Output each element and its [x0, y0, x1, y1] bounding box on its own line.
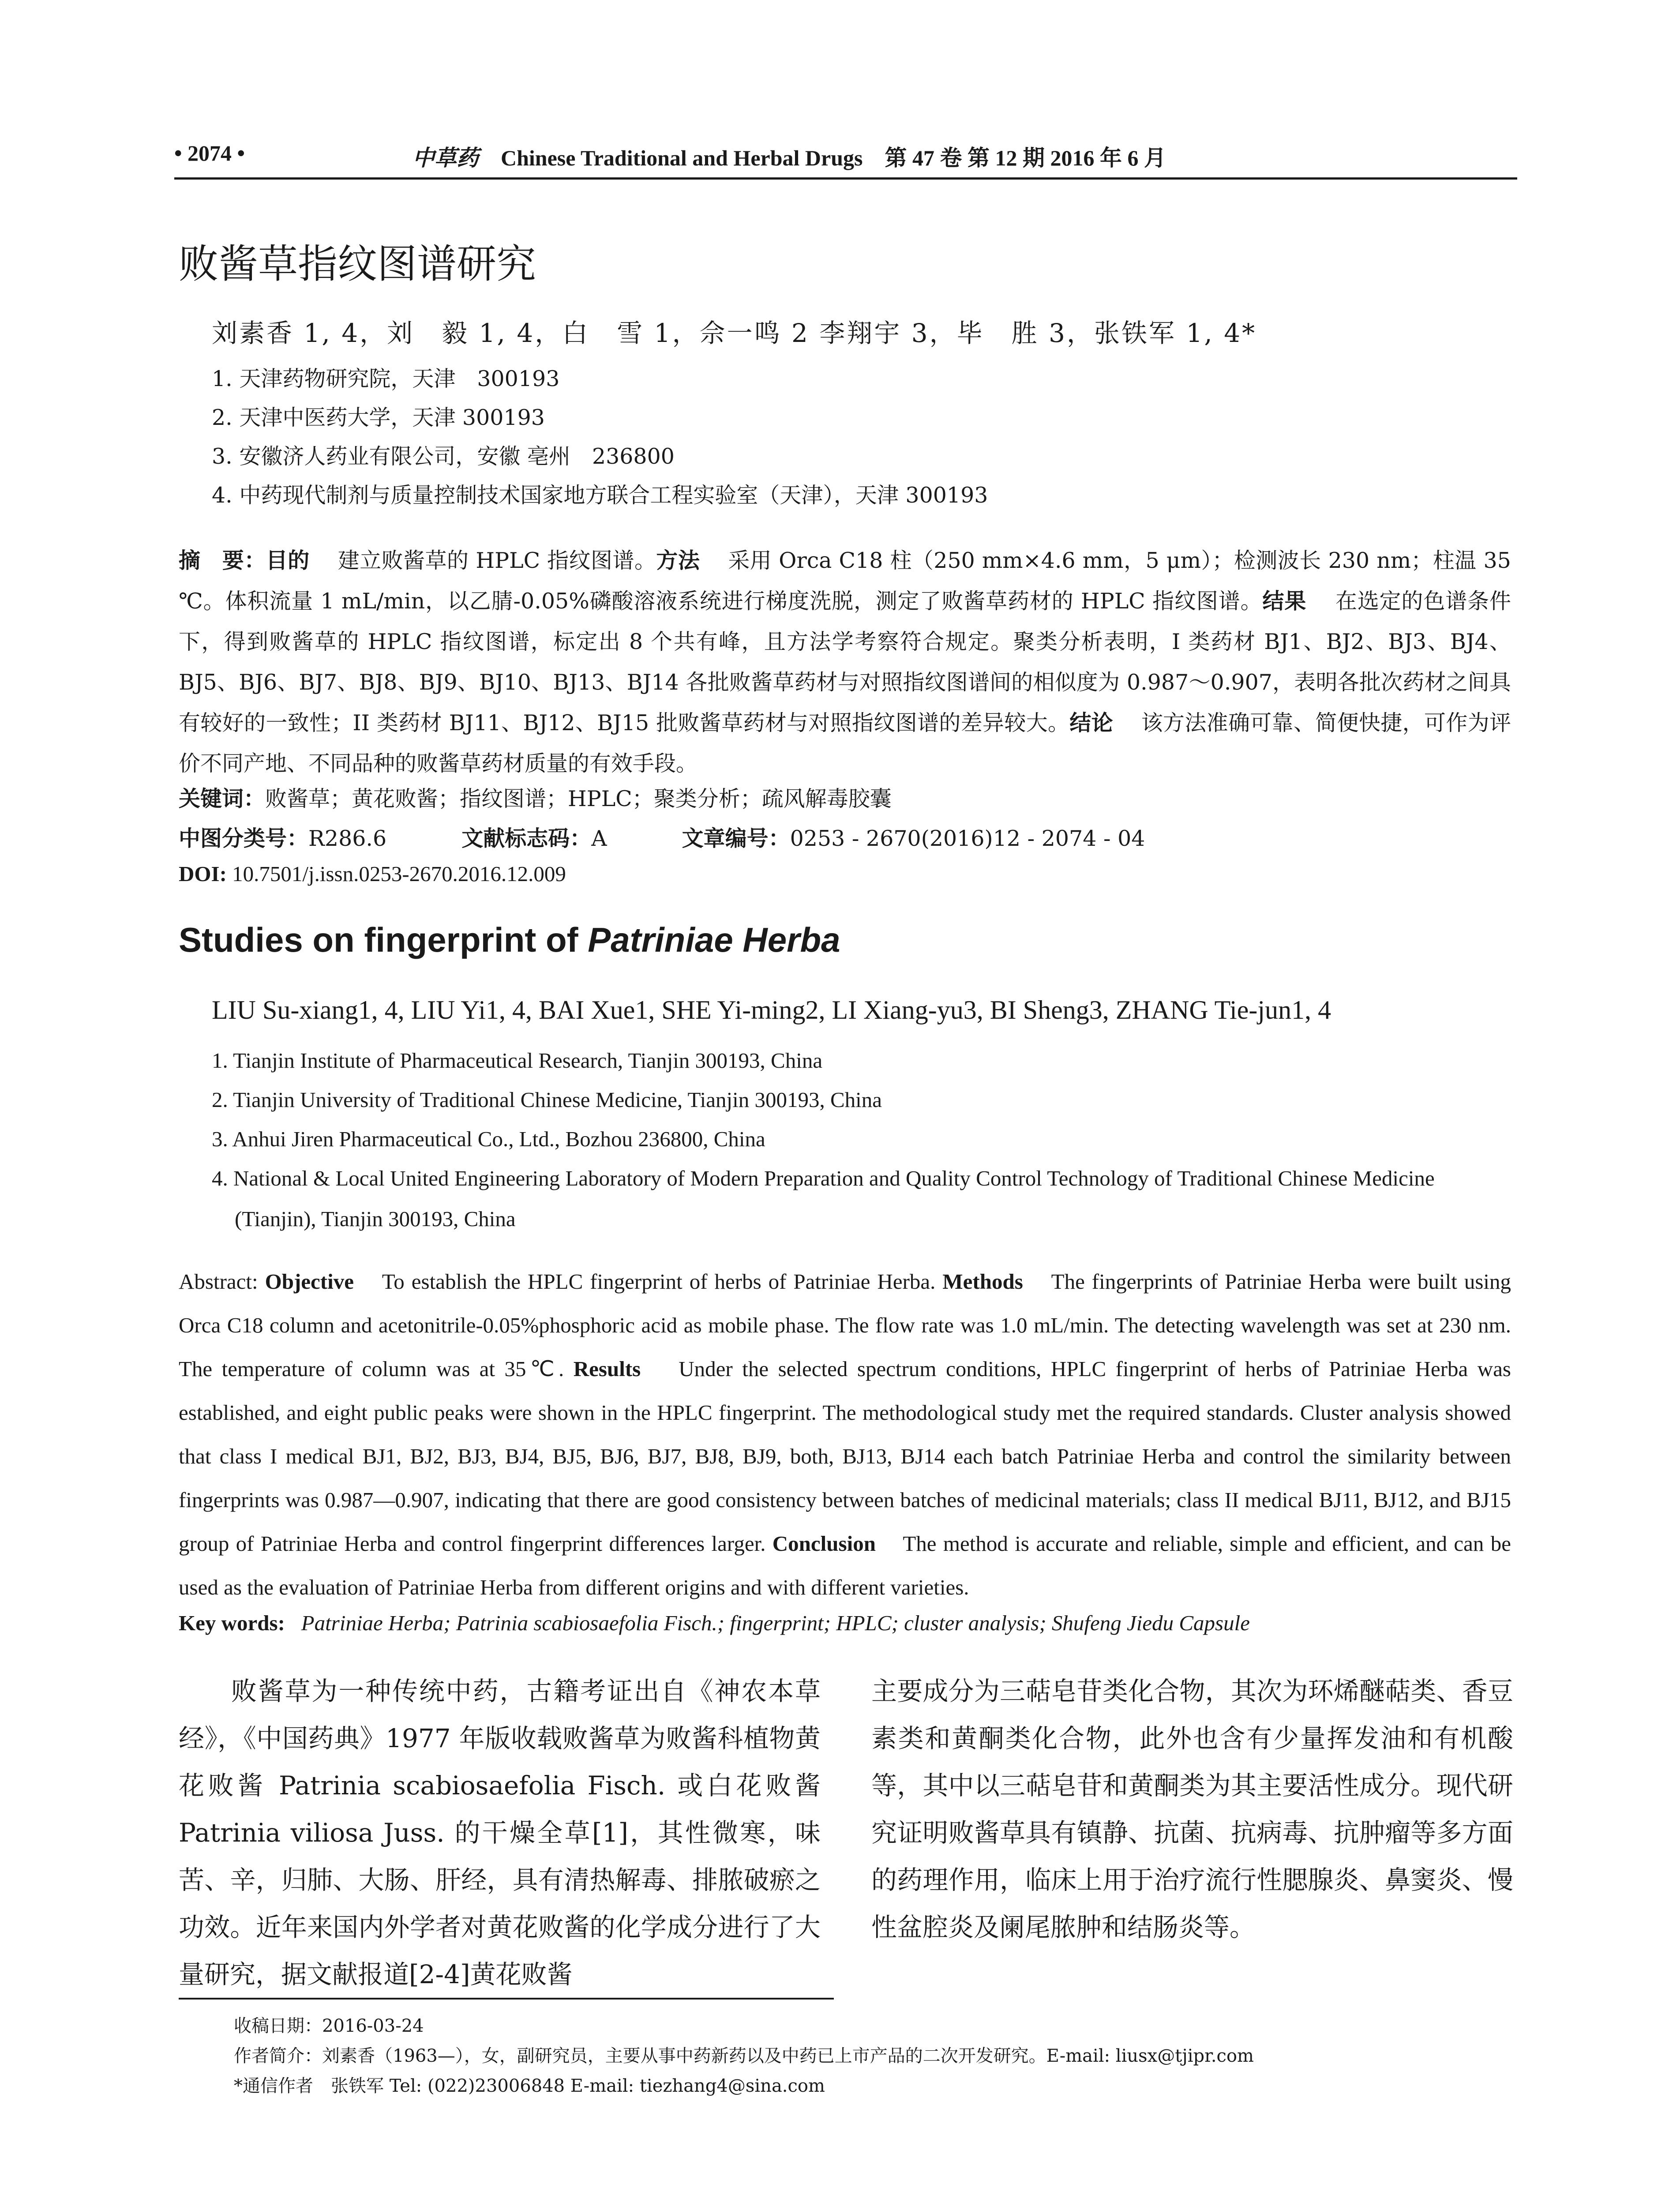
- journal-name-en: Chinese Traditional and Herbal Drugs: [501, 146, 863, 170]
- keywords-en-label: Key words:: [179, 1611, 285, 1635]
- abstract-zh-conclusion-label: 结论: [1069, 710, 1114, 735]
- footnote-received: 收稿日期：2016-03-24: [234, 2016, 424, 2036]
- authors-zh: 刘素香 1, 4，刘 毅 1, 4，白 雪 1，佘一鸣 2 李翔宇 3，毕 胜 3，张铁军 1, 4*: [212, 318, 1257, 348]
- affiliation-en-3: 3. Anhui Jiren Pharmaceutical Co., Ltd., Bozhou 236800, China: [212, 1127, 765, 1151]
- abstract-en-results-label: Results: [573, 1357, 641, 1381]
- journal-name-zh: 中草药: [412, 145, 479, 171]
- header-rule: [174, 177, 1517, 180]
- keywords-zh-label: 关键词：: [179, 786, 266, 811]
- doc-code-value: A: [591, 826, 607, 851]
- article-no-value: 0253 - 2670(2016)12 - 2074 - 04: [790, 826, 1145, 851]
- journal-header: [412, 140, 1166, 172]
- doi-label: DOI:: [179, 862, 227, 886]
- footnote-rule: [179, 1998, 834, 2000]
- abstract-zh-methods-label: 方法: [656, 548, 700, 573]
- affiliation-en-1: 1. Tianjin Institute of Pharmaceutical Research, Tianjin 300193, China: [212, 1048, 823, 1073]
- affiliation-zh-3: 3. 安徽济人药业有限公司，安徽 亳州 236800: [212, 444, 675, 469]
- keywords-zh: [179, 782, 892, 813]
- abstract-en-methods-label: Methods: [942, 1269, 1023, 1294]
- authors-en: LIU Su-xiang1, 4, LIU Yi1, 4, BAI Xue1, SHE Yi-ming2, LI Xiang-yu3, BI Sheng3, ZHANG Tie-jun1, 4: [212, 995, 1331, 1024]
- keywords-en-text: Patriniae Herba; Patrinia scabiosaefolia Fisch.; fingerprint; HPLC; cluster analysis; Shufeng Jiedu Capsule: [301, 1611, 1250, 1635]
- page-number: • 2074 •: [174, 141, 245, 165]
- affiliation-zh-4: 4. 中药现代制剂与质量控制技术国家地方联合工程实验室（天津），天津 300193: [212, 483, 988, 508]
- footnote-author-bio: 作者简介：刘素香（1963—），女，副研究员，主要从事中药新药以及中药已上市产品的二次开发研究。E-mail: liusx@tjipr.com: [234, 2046, 1254, 2066]
- clc-label: 中图分类号：: [179, 826, 309, 851]
- affiliation-zh-2: 2. 天津中医药大学，天津 300193: [212, 405, 545, 430]
- abstract-zh-objective-label: 目的: [266, 548, 310, 573]
- abstract-zh-objective: 建立败酱草的 HPLC 指纹图谱。: [338, 548, 656, 573]
- abstract-zh-methods: 采用 Orca C18 柱（250 mm×4.6 mm，5 μm）；检测波长 230 nm；柱温 35 ℃。体积流量 1 mL/min，以乙腈-0.05%磷酸溶液系统进行梯度洗脱，测定了败酱草药材的 HPLC 指纹图谱。: [179, 548, 1511, 614]
- classification-line: [179, 822, 1145, 852]
- abstract-en-objective: To establish the HPLC fingerprint of herbs of Patriniae Herba.: [382, 1269, 936, 1294]
- clc-value: R286.6: [308, 826, 387, 851]
- abstract-zh-results-label: 结果: [1262, 589, 1307, 614]
- abstract-zh: [179, 540, 1511, 784]
- body-column-right: 主要成分为三萜皂苷类化合物，其次为环烯醚萜类、香豆素类和黄酮类化合物，此外也含有少量挥发油和有机酸等，其中以三萜皂苷和黄酮类为其主要活性成分。现代研究证明败酱草具有镇静、抗菌、抗病毒、抗肿瘤等多方面的药理作用，临床上用于治疗流行性腮腺炎、鼻窦炎、慢性盆腔炎及阑尾脓肿和结肠炎等。: [871, 1676, 1513, 1942]
- doc-code-label: 文献标志码：: [461, 826, 592, 851]
- journal-issue: 第 47 卷 第 12 期 2016 年 6 月: [885, 146, 1166, 170]
- abstract-en-conclusion-label: Conclusion: [772, 1531, 876, 1556]
- keywords-en: [179, 1610, 1250, 1636]
- affiliation-en-4: 4. National & Local United Engineering Laboratory of Modern Preparation and Quality Control Technology of Traditional Chinese Medicine (Tianjin), Tianjin 300193, China: [212, 1166, 1435, 1231]
- abstract-zh-label: 摘 要：: [179, 548, 266, 573]
- abstract-zh-results: 在选定的色谱条件下，得到败酱草的 HPLC 指纹图谱，标定出 8 个共有峰，且方法学考察符合规定。聚类分析表明，I 类药材 BJ1、BJ2、BJ3、BJ4、BJ5、BJ6、BJ7、BJ8、BJ9、BJ10、BJ13、BJ14 各批败酱草药材与对照指纹图谱间的相似度为 0.987～0.907，表明各批次药材之间具有较好的一致性；II 类药材 BJ11、BJ12、BJ15 批败酱草药材与对照指纹图谱的差异较大。: [179, 589, 1511, 735]
- keywords-zh-text: 败酱草；黄花败酱；指纹图谱；HPLC；聚类分析；疏风解毒胶囊: [265, 786, 892, 811]
- abstract-en-results: Under the selected spectrum conditions, HPLC fingerprint of herbs of Patriniae Herba was established, and eight public peaks were shown in the HPLC fingerprint. The methodological study met the required standards. Cluster analysis showed that class I medical BJ1, BJ2, BJ3, BJ4, BJ5, BJ6, BJ7, BJ8, BJ9, both, BJ13, BJ14 each batch Patriniae Herba and control the similarity between fingerprints was 0.987—0.907, indicating that there are good consistency between batches of medicinal materials; class II medical BJ11, BJ12, and BJ15 group of Patriniae Herba and control fingerprint differences larger.: [179, 1357, 1511, 1556]
- body-left-text: 败酱草为一种传统中药，古籍考证出自《神农本草经》，《中国药典》1977 年版收载败酱草为败酱科植物黄花败酱 Patrinia scabiosaefolia Fisch. 或白花败酱 Patrinia viliosa Juss. 的干燥全草[1]，其性微寒，味苦、辛，归肺、大肠、肝经，具有清热解毒、排脓破瘀之功效。近年来国内外学者对黄花败酱的化学成分进行了大量研究，据文献报道[2-4]黄花败酱: [179, 1676, 821, 1989]
- footnote-corresponding: *通信作者 张铁军 Tel: (022)23006848 E-mail: tiezhang4@sina.com: [234, 2076, 825, 2096]
- article-title-en-italic: Patriniae Herba: [588, 920, 840, 959]
- doi-line: [179, 861, 566, 886]
- abstract-en-methods: The fingerprints of Patriniae Herba were built using Orca C18 column and acetonitrile-0.05%phosphoric acid as mobile phase. The flow rate was 1.0 mL/min. The detecting wavelength was set at 230 nm. The temperature of column was at 35℃.: [179, 1269, 1511, 1381]
- abstract-en: [179, 1260, 1511, 1609]
- abstract-zh-conclusion: 该方法准确可靠、简便快捷，可作为评价不同产地、不同品种的败酱草药材质量的有效手段。: [179, 710, 1511, 776]
- doi-value: 10.7501/j.issn.0253-2670.2016.12.009: [232, 862, 566, 886]
- article-no-label: 文章编号：: [682, 826, 790, 851]
- affiliation-zh-1: 1. 天津药物研究院，天津 300193: [212, 366, 560, 391]
- affiliation-en-2: 2. Tianjin University of Traditional Chinese Medicine, Tianjin 300193, China: [212, 1088, 882, 1112]
- body-column-left: [179, 1668, 821, 1998]
- article-title-en-prefix: Studies on fingerprint of: [179, 920, 588, 959]
- abstract-en-label: Abstract:: [179, 1269, 258, 1294]
- article-title-zh: 败酱草指纹图谱研究: [179, 241, 536, 287]
- abstract-en-conclusion: The method is accurate and reliable, simple and efficient, and can be used as the evaluation of Patriniae Herba from different origins and with different varieties.: [179, 1531, 1511, 1599]
- article-title-en: [179, 920, 840, 960]
- abstract-en-objective-label: Objective: [265, 1269, 354, 1294]
